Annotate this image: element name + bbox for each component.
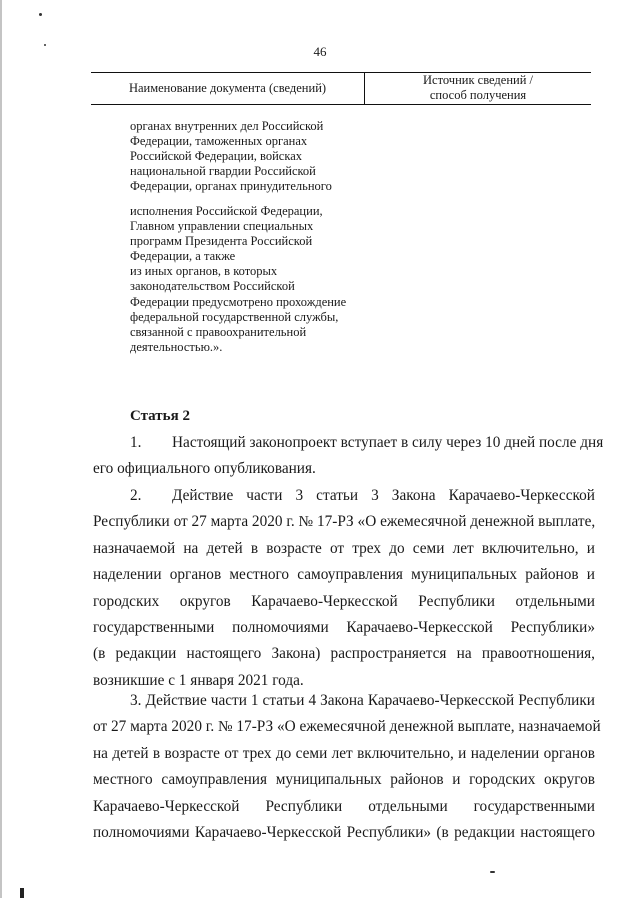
table-header-document-name: Наименование документа (сведений)	[128, 81, 327, 95]
text-line: деятельностью.».	[130, 339, 223, 354]
paragraph-line: Карачаево-Черкесской Республики отдельными государственными	[93, 797, 595, 815]
paragraph-number: 1.	[130, 434, 142, 451]
text-line: законодательством Российской	[130, 279, 295, 294]
paragraph-line-text: Действие части 3 статьи 3 Закона Карачаево-Черкесской	[172, 487, 595, 504]
text-line: из иных органов, в которых	[130, 264, 278, 279]
text-line: федеральной государственной службы,	[130, 309, 339, 324]
text-line: национальной гвардии Российской	[130, 164, 316, 179]
text-line: Федерации предусмотрено прохождение	[130, 294, 347, 309]
text-line: Российской Федерации, войсках	[130, 149, 302, 164]
text-line: Федерации, а также	[130, 249, 236, 264]
paragraph-3	[93, 688, 601, 846]
paragraph-line	[93, 483, 595, 509]
text-line: Главном управлении специальных	[130, 219, 314, 234]
table-header-source-line2: способ получения	[429, 88, 527, 102]
article-heading: Статья 2	[130, 408, 190, 424]
paragraph-line: (в редакции настоящего Закона) распространяется на правоотношения,	[93, 645, 595, 663]
text-line: программ Президента Российской	[130, 234, 313, 249]
scan-edge-shadow	[0, 0, 2, 898]
paragraph-line: возникшие с 1 января 2021 года.	[93, 671, 304, 689]
table-header-source-line1: Источник сведений /	[423, 73, 533, 87]
paragraph-line: 3. Действие части 1 статьи 4 Закона Карачаево-Черкесской Республики	[130, 692, 595, 709]
text-line: исполнения Российской Федерации,	[130, 204, 323, 218]
table-cell-text-block-2	[130, 204, 390, 355]
paragraph-line: его официального опубликования.	[93, 460, 316, 478]
paragraph-line: назначаемой на детей в возрасте от трех до семи лет включительно, и	[93, 539, 595, 557]
paragraph-line: городских округов Карачаево-Черкесской Республики отдельными	[93, 592, 595, 610]
paragraph-line	[93, 430, 604, 456]
table-cell-text-block-1	[130, 119, 390, 194]
table-header-bottom-border	[91, 104, 591, 105]
page-number: 46	[313, 44, 327, 59]
scan-mark	[20, 888, 24, 898]
text-line: Федерации, таможенных органах	[130, 134, 308, 149]
scan-speck	[39, 13, 42, 16]
paragraph-line: государственными полномочиями Карачаево-Черкесской Республики»	[93, 619, 595, 637]
paragraph-line: Республики от 27 марта 2020 г. № 17-РЗ «О ежемесячной денежной выплате,	[93, 513, 596, 531]
paragraph-line: местного самоуправления муниципальных районов и городских округов	[93, 771, 595, 789]
paragraph-line: полномочиями Карачаево-Черкесской Республики» (в редакции настоящего	[93, 824, 595, 842]
paragraph-1	[93, 430, 604, 483]
paragraph-number: 2.	[130, 487, 142, 504]
text-line: органах внутренних дел Российской	[130, 119, 324, 133]
scan-speck	[490, 871, 495, 873]
paragraph-line: наделении органов местного самоуправления муниципальных районов и	[93, 566, 595, 584]
paragraph-line: на детей в возрасте от трех до семи лет включительно, и наделении органов	[93, 744, 595, 762]
text-line: связанной с правоохранительной	[130, 324, 307, 339]
paragraph-2	[93, 483, 595, 694]
text-line: Федерации, органах принудительного	[130, 179, 332, 194]
paragraph-line: от 27 марта 2020 г. № 17-РЗ «О ежемесячной денежной выплате, назначаемой	[93, 718, 601, 736]
table-header-source	[365, 73, 591, 103]
paragraph-line-text: Настоящий законопроект вступает в силу через 10 дней после дня	[172, 434, 604, 451]
